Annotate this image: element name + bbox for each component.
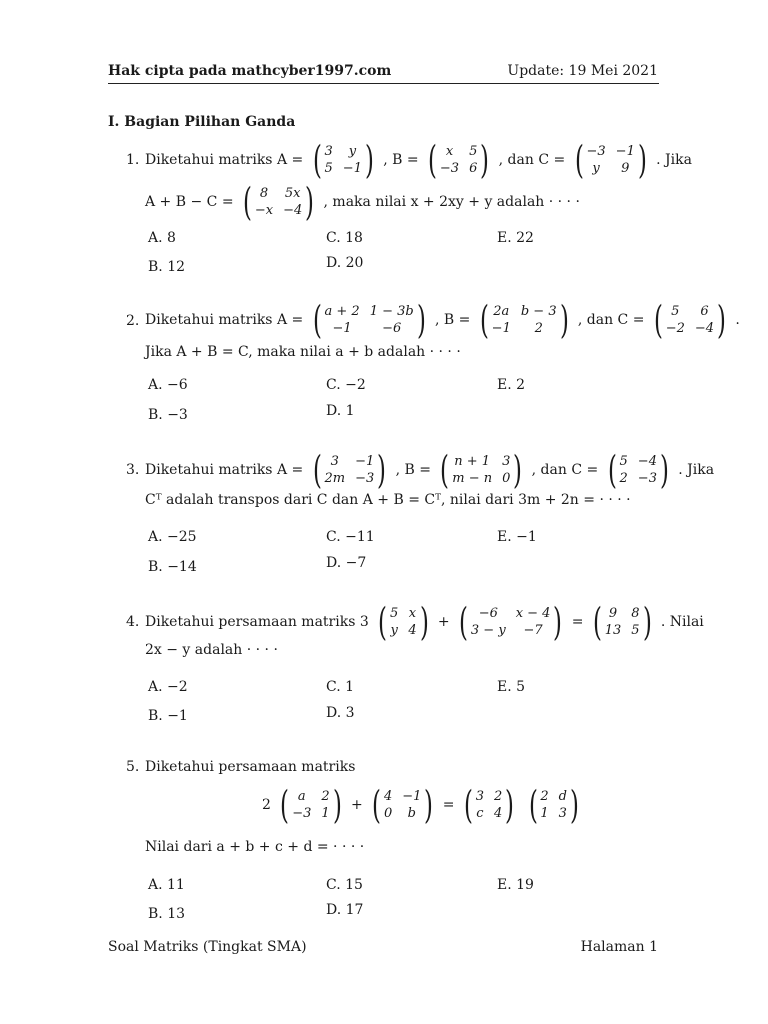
option-b[interactable]: B. −1 (148, 708, 188, 724)
matrix-d: ( 8 5x −x −4 ) (242, 180, 315, 224)
question-line-2 (145, 182, 580, 222)
matrix-c: ( 3 2 c 4 ) (463, 783, 515, 827)
option-b[interactable]: B. 12 (148, 259, 186, 275)
question-text: Diketahui persamaan matriks 3 (145, 614, 369, 630)
option-b[interactable]: B. −3 (148, 407, 188, 423)
question-text: A + B − C = (145, 194, 234, 210)
option-c[interactable]: C. −11 (326, 529, 375, 545)
question-text: + (437, 614, 450, 630)
question-text: , B = (395, 462, 431, 478)
question-text: , B = (435, 312, 471, 328)
matrix-b: ( 2a b − 3 −1 2 ) (479, 298, 569, 342)
header-update-date: Update: 19 Mei 2021 (507, 63, 658, 79)
matrix-b: ( 4 −1 0 b ) (372, 783, 434, 827)
question-line-1 (145, 602, 704, 642)
matrix-b: ( −6 x − 4 3 − y −7 ) (459, 600, 563, 644)
option-a[interactable]: A. −6 (148, 377, 188, 393)
option-a[interactable]: A. 8 (148, 230, 176, 246)
question-5 (126, 759, 666, 869)
question-4 (126, 600, 704, 672)
option-d[interactable]: D. −7 (326, 555, 367, 571)
option-c[interactable]: C. 1 (326, 679, 355, 695)
question-number: 3. (126, 462, 140, 478)
question-3 (126, 448, 715, 520)
question-number: 1. (126, 152, 140, 168)
question-line-2: Cᵀ adalah transpos dari C dan A + B = Cᵀ, nilai dari 3m + 2n = · · · · (145, 492, 631, 508)
option-c[interactable]: C. 15 (326, 877, 363, 893)
option-d[interactable]: D. 3 (326, 705, 355, 721)
question-text: , dan C = (498, 152, 566, 168)
question-text: , dan C = (577, 312, 645, 328)
question-text: . Jika (656, 152, 692, 168)
option-d[interactable]: D. 17 (326, 902, 364, 918)
option-b[interactable]: B. 13 (148, 906, 186, 922)
matrix-a: ( 3 −1 2m −3 ) (312, 448, 387, 492)
option-d[interactable]: D. 20 (326, 255, 364, 271)
question-line-1 (145, 450, 714, 490)
matrix-a: ( a 2 −3 1 ) (280, 783, 342, 827)
option-a[interactable]: A. 11 (148, 877, 185, 893)
matrix-c: ( 9 8 13 5 ) (592, 600, 652, 644)
question-text: . Jika (678, 462, 715, 478)
section-title: I. Bagian Pilihan Ganda (108, 114, 296, 130)
question-text: , maka nilai x + 2xy + y adalah · · · · (323, 194, 580, 210)
matrix-b: ( n + 1 3 m − n 0 ) (440, 448, 523, 492)
page-number: Halaman 1 (580, 939, 658, 955)
matrix-a: ( 3 y 5 −1 ) (312, 138, 374, 182)
option-e[interactable]: E. 2 (497, 377, 526, 393)
question-text: Diketahui matriks A = (145, 312, 304, 328)
option-c[interactable]: C. 18 (326, 230, 363, 246)
question-text: , dan C = (531, 462, 599, 478)
question-line-3: Nilai dari a + b + c + d = · · · · (145, 839, 365, 855)
matrix-b: ( x 5 −3 6 ) (428, 138, 490, 182)
question-line-2: Jika A + B = C, maka nilai a + b adalah · · · · (145, 344, 461, 360)
header-copyright: Hak cipta pada mathcyber1997.com (108, 63, 392, 79)
question-text: Diketahui matriks A = (145, 152, 304, 168)
matrix-a: ( 5 x y 4 ) (378, 600, 429, 644)
matrix-c: ( −3 −1 y 9 ) (574, 138, 647, 182)
option-e[interactable]: E. 19 (497, 877, 534, 893)
option-b[interactable]: B. −14 (148, 559, 197, 575)
matrix-d: ( 2 d 1 3 ) (528, 783, 579, 827)
option-a[interactable]: A. −2 (148, 679, 188, 695)
option-d[interactable]: D. 1 (326, 403, 355, 419)
option-e[interactable]: E. 22 (497, 230, 534, 246)
question-number: 5. (126, 759, 140, 775)
option-a[interactable]: A. −25 (148, 529, 197, 545)
question-1 (126, 138, 692, 230)
header-divider (108, 83, 659, 84)
footer-title: Soal Matriks (Tingkat SMA) (108, 939, 307, 955)
matrix-c: ( 5 −4 2 −3 ) (607, 448, 669, 492)
question-line-1: Diketahui persamaan matriks (145, 759, 356, 775)
option-e[interactable]: E. 5 (497, 679, 526, 695)
question-text: , B = (383, 152, 419, 168)
question-2 (126, 298, 740, 370)
question-text: = (571, 614, 584, 630)
question-line-2: 2x − y adalah · · · · (145, 642, 278, 658)
question-number: 4. (126, 614, 140, 630)
question-line-1 (145, 140, 692, 180)
question-text: . Nilai (660, 614, 704, 630)
question-text: . (735, 312, 740, 328)
matrix-c: ( 5 6 −2 −4 ) (653, 298, 726, 342)
question-number: 2. (126, 313, 140, 329)
question-text: Diketahui matriks A = (145, 462, 304, 478)
matrix-a: ( a + 2 1 − 3b −1 −6 ) (312, 298, 426, 342)
display-equation: 2 ( a 2 −3 1 ) + ( 4 −1 0 b ) = ( 3 2 c 4 ) ( 2 d 1 3 ) (262, 785, 584, 825)
option-c[interactable]: C. −2 (326, 377, 366, 393)
question-line-1 (145, 300, 740, 340)
option-e[interactable]: E. −1 (497, 529, 537, 545)
